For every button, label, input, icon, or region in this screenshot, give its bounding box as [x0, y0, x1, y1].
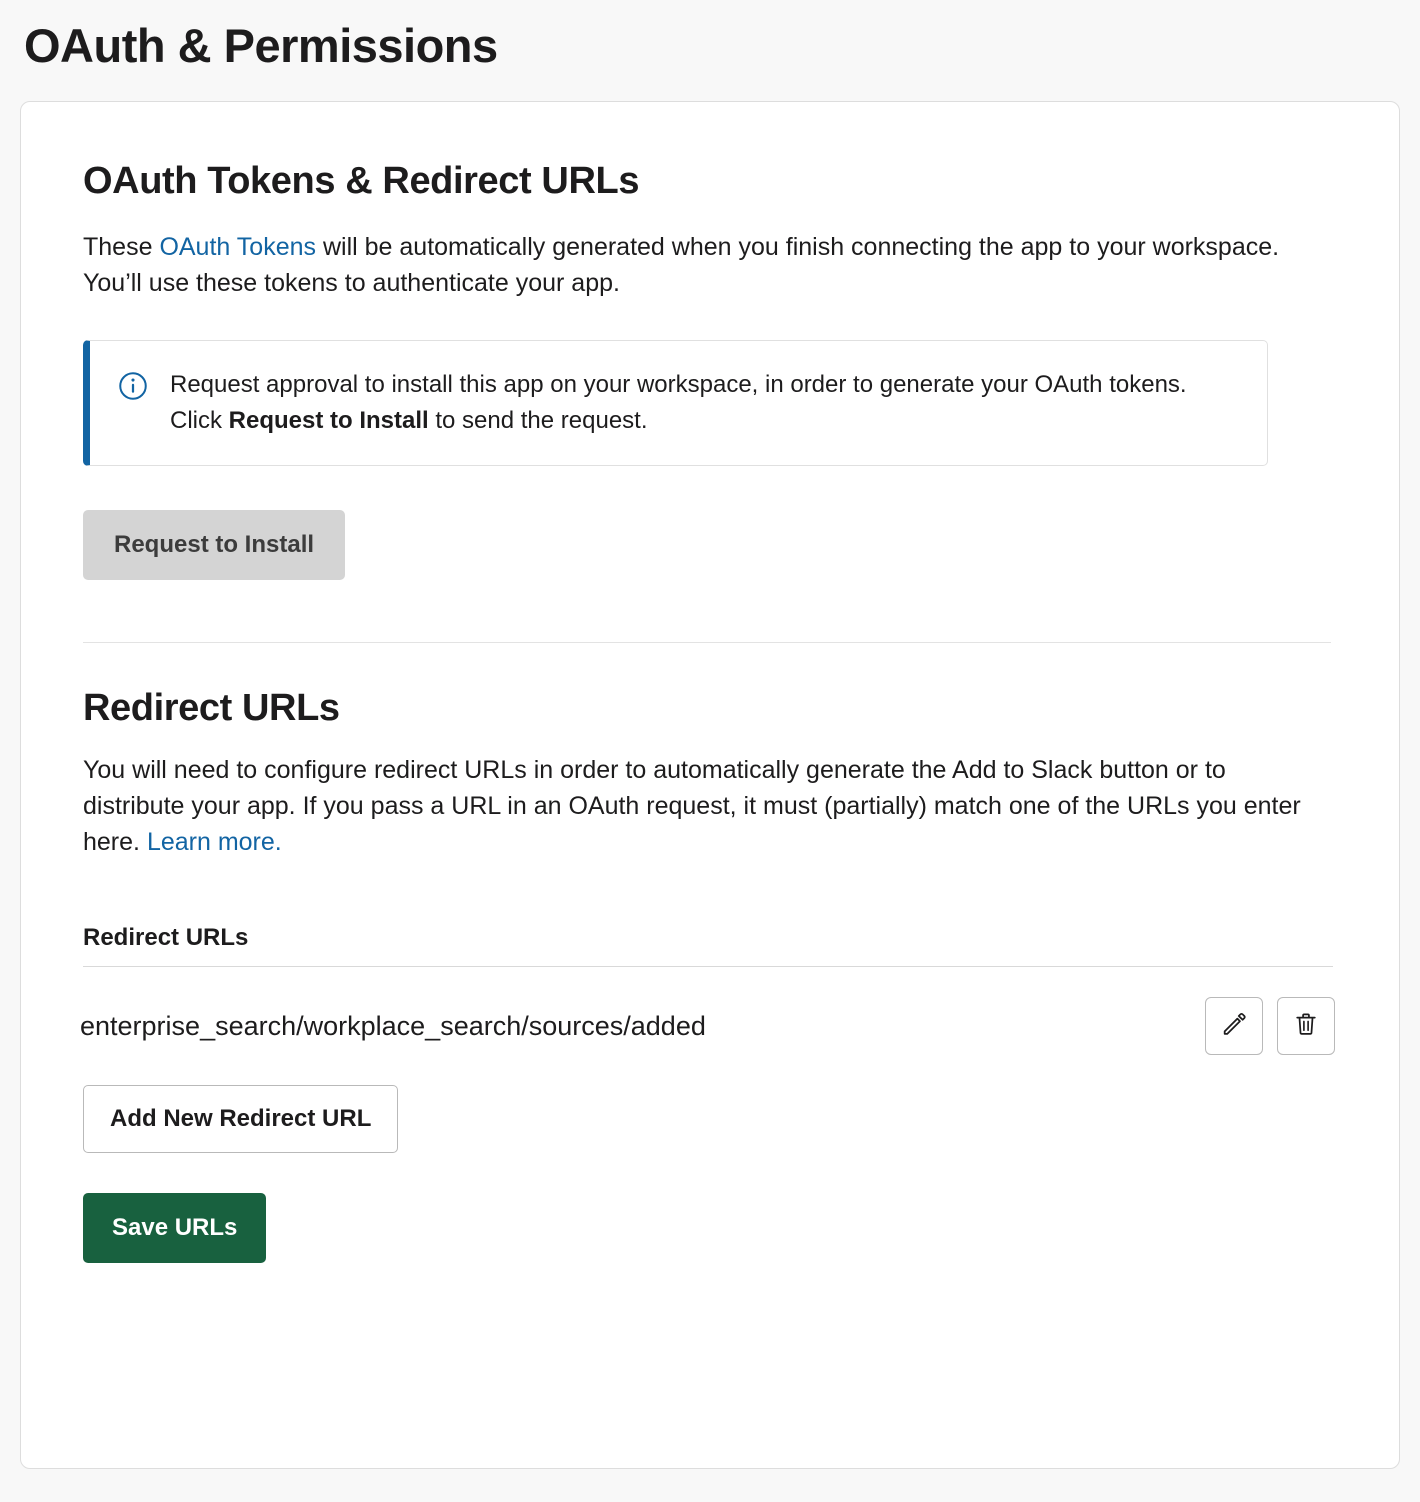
oauth-card — [20, 101, 1400, 1469]
callout-text-bold: Request to Install — [228, 406, 429, 434]
pencil-icon — [1220, 1010, 1248, 1043]
trash-icon — [1292, 1010, 1320, 1043]
edit-redirect-url-button[interactable] — [1205, 997, 1263, 1055]
delete-redirect-url-button[interactable] — [1277, 997, 1335, 1055]
redirect-urls-heading: Redirect URLs — [83, 686, 340, 729]
page-title: OAuth & Permissions — [24, 19, 498, 72]
callout-text-part1: Request approval to install this app on your workspace, in order to generate your OAuth tokens. Click — [170, 370, 1187, 434]
redirect-description-text: You will need to configure redirect URLs in order to automatically generate the Add to Slack button or to distribute your app. If you pass a URL in an OAuth request, it must (partially) match one of the URLs you enter here. — [83, 755, 1301, 856]
redirect-url-row — [80, 967, 1335, 1081]
oauth-tokens-link[interactable]: OAuth Tokens — [159, 233, 317, 261]
redirect-urls-description — [83, 752, 1333, 861]
info-icon — [118, 371, 148, 401]
redirect-url-value: enterprise_search/workplace_search/sources/added — [80, 1010, 706, 1041]
save-urls-button[interactable]: Save URLs — [83, 1193, 266, 1263]
callout-text — [170, 367, 1237, 439]
install-request-callout — [83, 340, 1268, 466]
section-divider — [83, 642, 1331, 643]
oauth-intro-text-part1: These — [83, 233, 160, 261]
redirect-url-actions — [1205, 997, 1335, 1055]
redirect-urls-field-label: Redirect URLs — [83, 924, 249, 952]
oauth-tokens-heading: OAuth Tokens & Redirect URLs — [83, 160, 640, 202]
callout-text-part2: to send the request. — [428, 406, 648, 434]
learn-more-link[interactable]: Learn more. — [146, 828, 282, 856]
oauth-intro-text-part2: will be automatically generated when you finish connecting the app to your workspace. You’ll use these tokens to authenticate your app. — [83, 233, 1280, 298]
oauth-intro-text — [83, 229, 1333, 302]
add-new-redirect-url-button[interactable]: Add New Redirect URL — [83, 1085, 398, 1153]
request-to-install-button[interactable]: Request to Install — [83, 510, 345, 580]
